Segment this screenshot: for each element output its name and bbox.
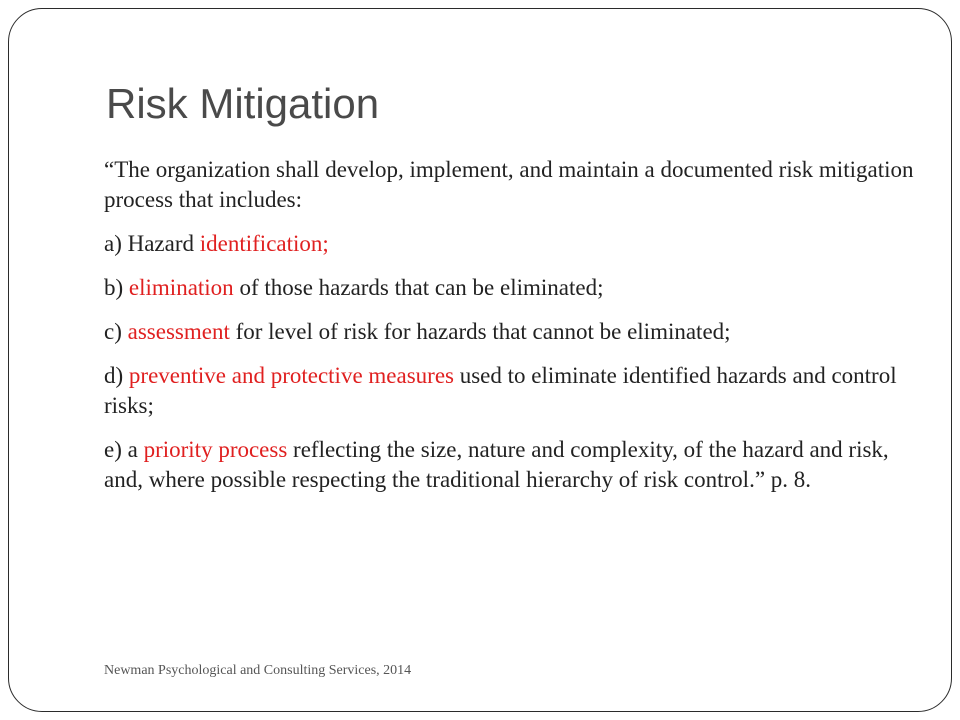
item-e-prefix: e) a xyxy=(104,437,144,462)
item-b-suffix: of those hazards that can be eliminated; xyxy=(233,275,604,300)
intro-paragraph: “The organization shall develop, implement, and maintain a documented risk mitigation process that includes: xyxy=(104,157,914,212)
item-c-highlight: assessment xyxy=(127,319,230,344)
list-item-b xyxy=(104,273,914,303)
item-a-highlight: identification; xyxy=(199,231,329,256)
list-item-a xyxy=(104,229,914,259)
item-e-suffix: reflecting the size, nature and complexity, of the hazard and risk, and, where possible respecting the traditional hierarchy of risk control.” p. 8. xyxy=(104,437,889,492)
item-b-prefix: b) xyxy=(104,275,129,300)
list-item-c xyxy=(104,317,914,347)
item-a-prefix: a) Hazard xyxy=(104,231,200,256)
slide-body xyxy=(104,155,914,509)
item-d-highlight: preventive and protective measures xyxy=(128,363,454,388)
list-item-e xyxy=(104,435,914,495)
list-item-d xyxy=(104,361,914,421)
item-c-suffix: for level of risk for hazards that cannot be eliminated; xyxy=(229,319,731,344)
slide-title: Risk Mitigation xyxy=(106,80,380,127)
item-d-suffix: used to eliminate identified hazards and control risks; xyxy=(104,363,897,418)
item-e-highlight: priority process xyxy=(143,437,288,462)
slide-footer: Newman Psychological and Consulting Services, 2014 xyxy=(104,663,412,678)
item-d-prefix: d) xyxy=(104,363,129,388)
item-b-highlight: elimination xyxy=(128,275,234,300)
item-c-prefix: c) xyxy=(104,319,128,344)
